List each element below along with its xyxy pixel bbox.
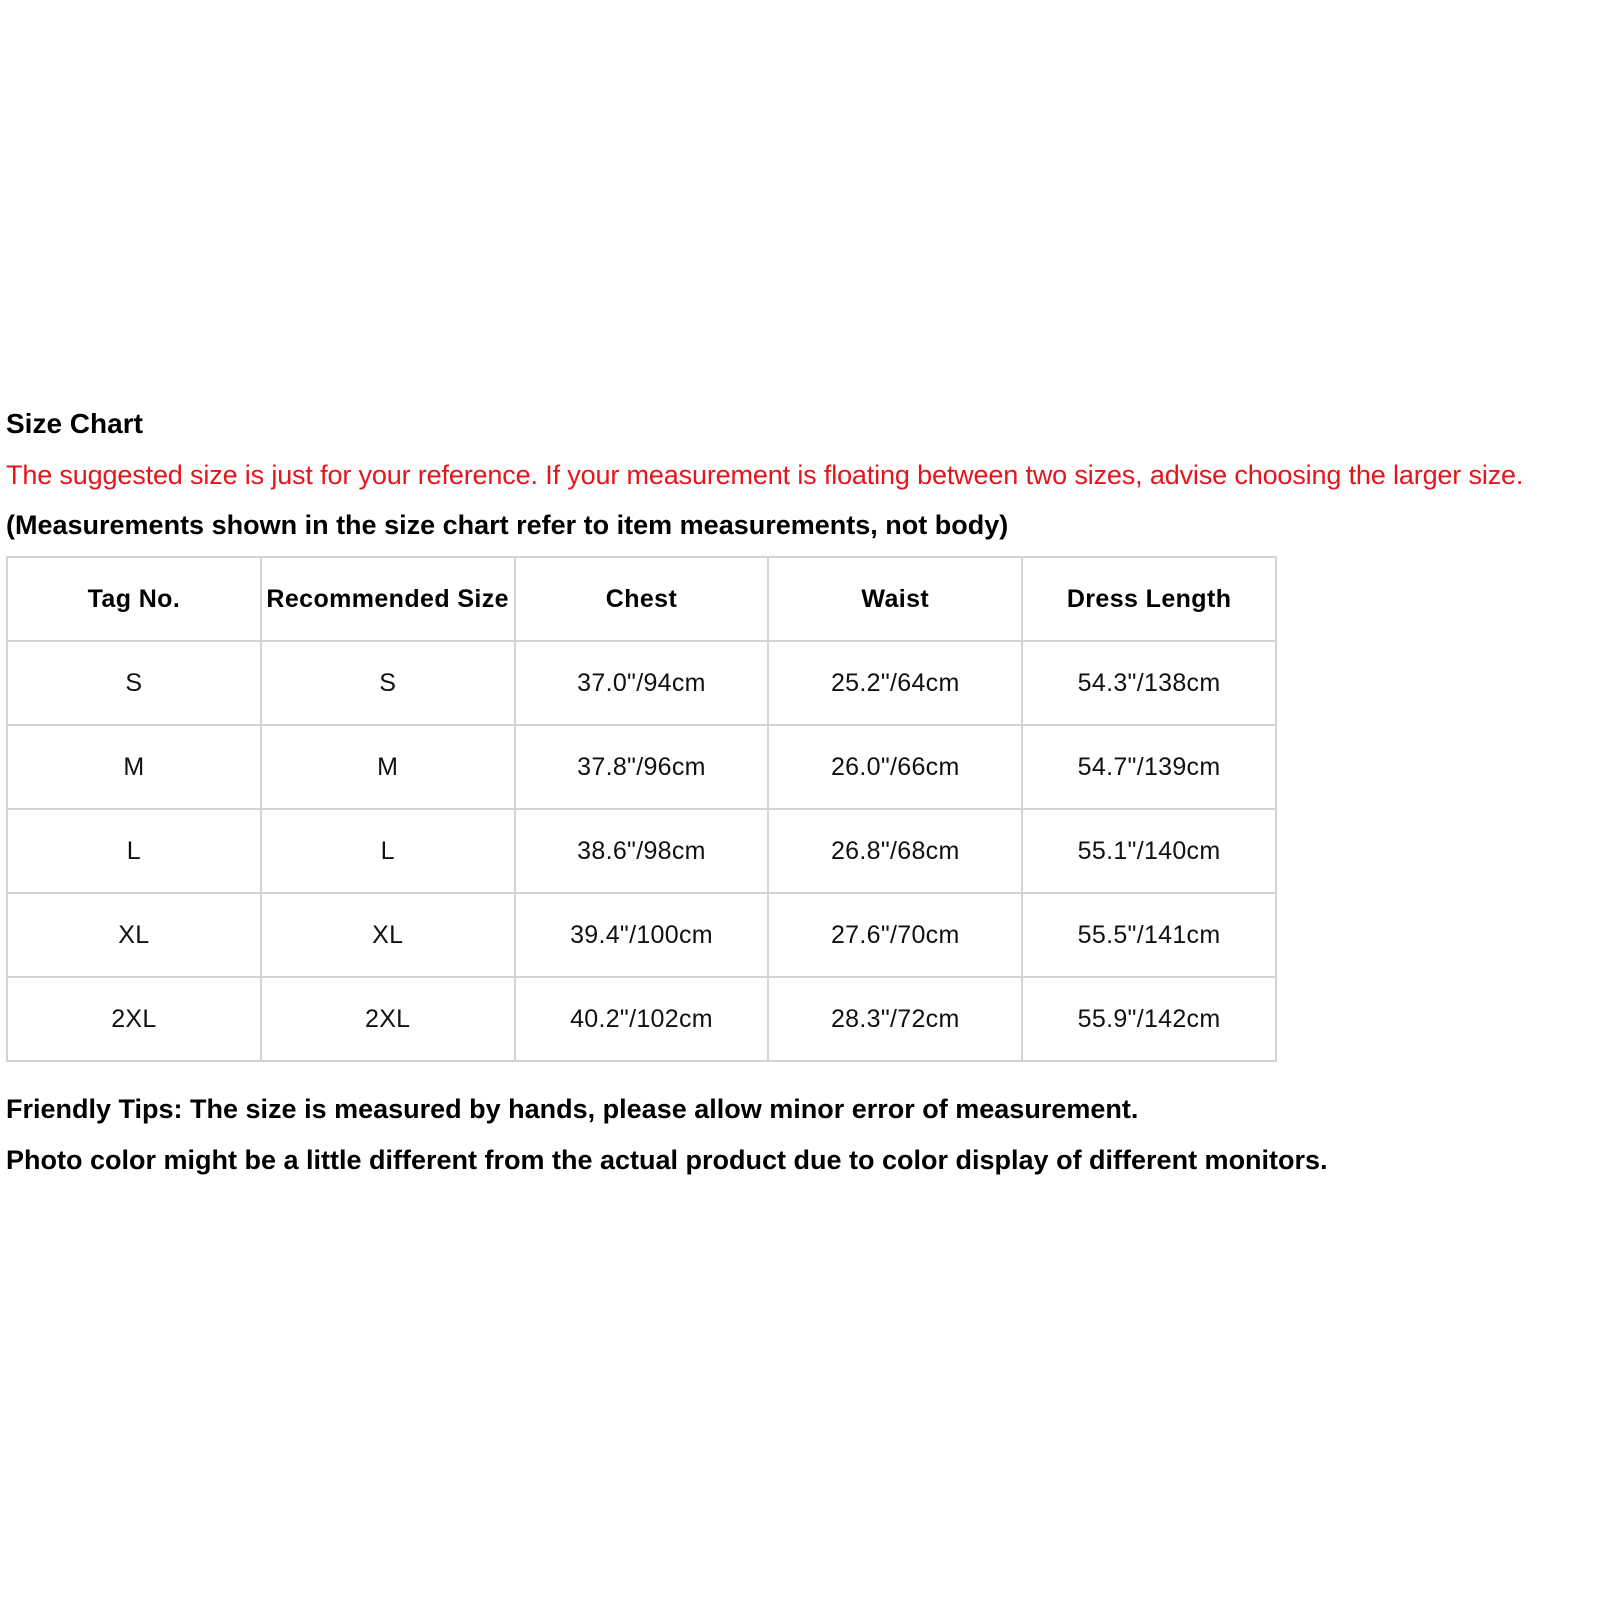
table-row <box>7 641 1276 725</box>
column-header-recommended-size: Recommended Size <box>261 557 515 641</box>
size-chart-title: Size Chart <box>6 408 143 439</box>
cell-waist: 26.0"/66cm <box>768 725 1022 809</box>
cell-recommended-size: XL <box>261 893 515 977</box>
cell-chest: 37.0"/94cm <box>515 641 769 725</box>
cell-recommended-size: S <box>261 641 515 725</box>
cell-waist: 26.8"/68cm <box>768 809 1022 893</box>
friendly-tips: Friendly Tips: The size is measured by hands, please allow minor error of measurement. <box>6 1094 1139 1124</box>
cell-tag-no: M <box>7 725 261 809</box>
measurement-note: (Measurements shown in the size chart refer to item measurements, not body) <box>6 510 1009 540</box>
cell-waist: 27.6"/70cm <box>768 893 1022 977</box>
cell-dress-length: 54.3"/138cm <box>1022 641 1276 725</box>
table-row <box>7 809 1276 893</box>
table-row <box>7 977 1276 1061</box>
cell-tag-no: S <box>7 641 261 725</box>
column-header-chest: Chest <box>515 557 769 641</box>
cell-chest: 40.2"/102cm <box>515 977 769 1061</box>
cell-dress-length: 55.5"/141cm <box>1022 893 1276 977</box>
size-chart-section <box>6 409 1596 1175</box>
cell-dress-length: 55.9"/142cm <box>1022 977 1276 1061</box>
cell-waist: 28.3"/72cm <box>768 977 1022 1061</box>
cell-recommended-size: L <box>261 809 515 893</box>
cell-dress-length: 55.1"/140cm <box>1022 809 1276 893</box>
photo-color-note: Photo color might be a little different from the actual product due to color display of different monitors. <box>6 1145 1328 1175</box>
table-row <box>7 725 1276 809</box>
cell-waist: 25.2"/64cm <box>768 641 1022 725</box>
size-table <box>6 556 1277 1062</box>
column-header-waist: Waist <box>768 557 1022 641</box>
cell-recommended-size: 2XL <box>261 977 515 1061</box>
table-header-row <box>7 557 1276 641</box>
column-header-tag-no: Tag No. <box>7 557 261 641</box>
cell-dress-length: 54.7"/139cm <box>1022 725 1276 809</box>
size-recommendation-notice: The suggested size is just for your reference. If your measurement is floating between two sizes, advise choosing the larger size. <box>6 460 1524 490</box>
cell-tag-no: 2XL <box>7 977 261 1061</box>
cell-chest: 39.4"/100cm <box>515 893 769 977</box>
cell-chest: 37.8"/96cm <box>515 725 769 809</box>
cell-tag-no: L <box>7 809 261 893</box>
cell-chest: 38.6"/98cm <box>515 809 769 893</box>
column-header-dress-length: Dress Length <box>1022 557 1276 641</box>
cell-tag-no: XL <box>7 893 261 977</box>
cell-recommended-size: M <box>261 725 515 809</box>
table-row <box>7 893 1276 977</box>
